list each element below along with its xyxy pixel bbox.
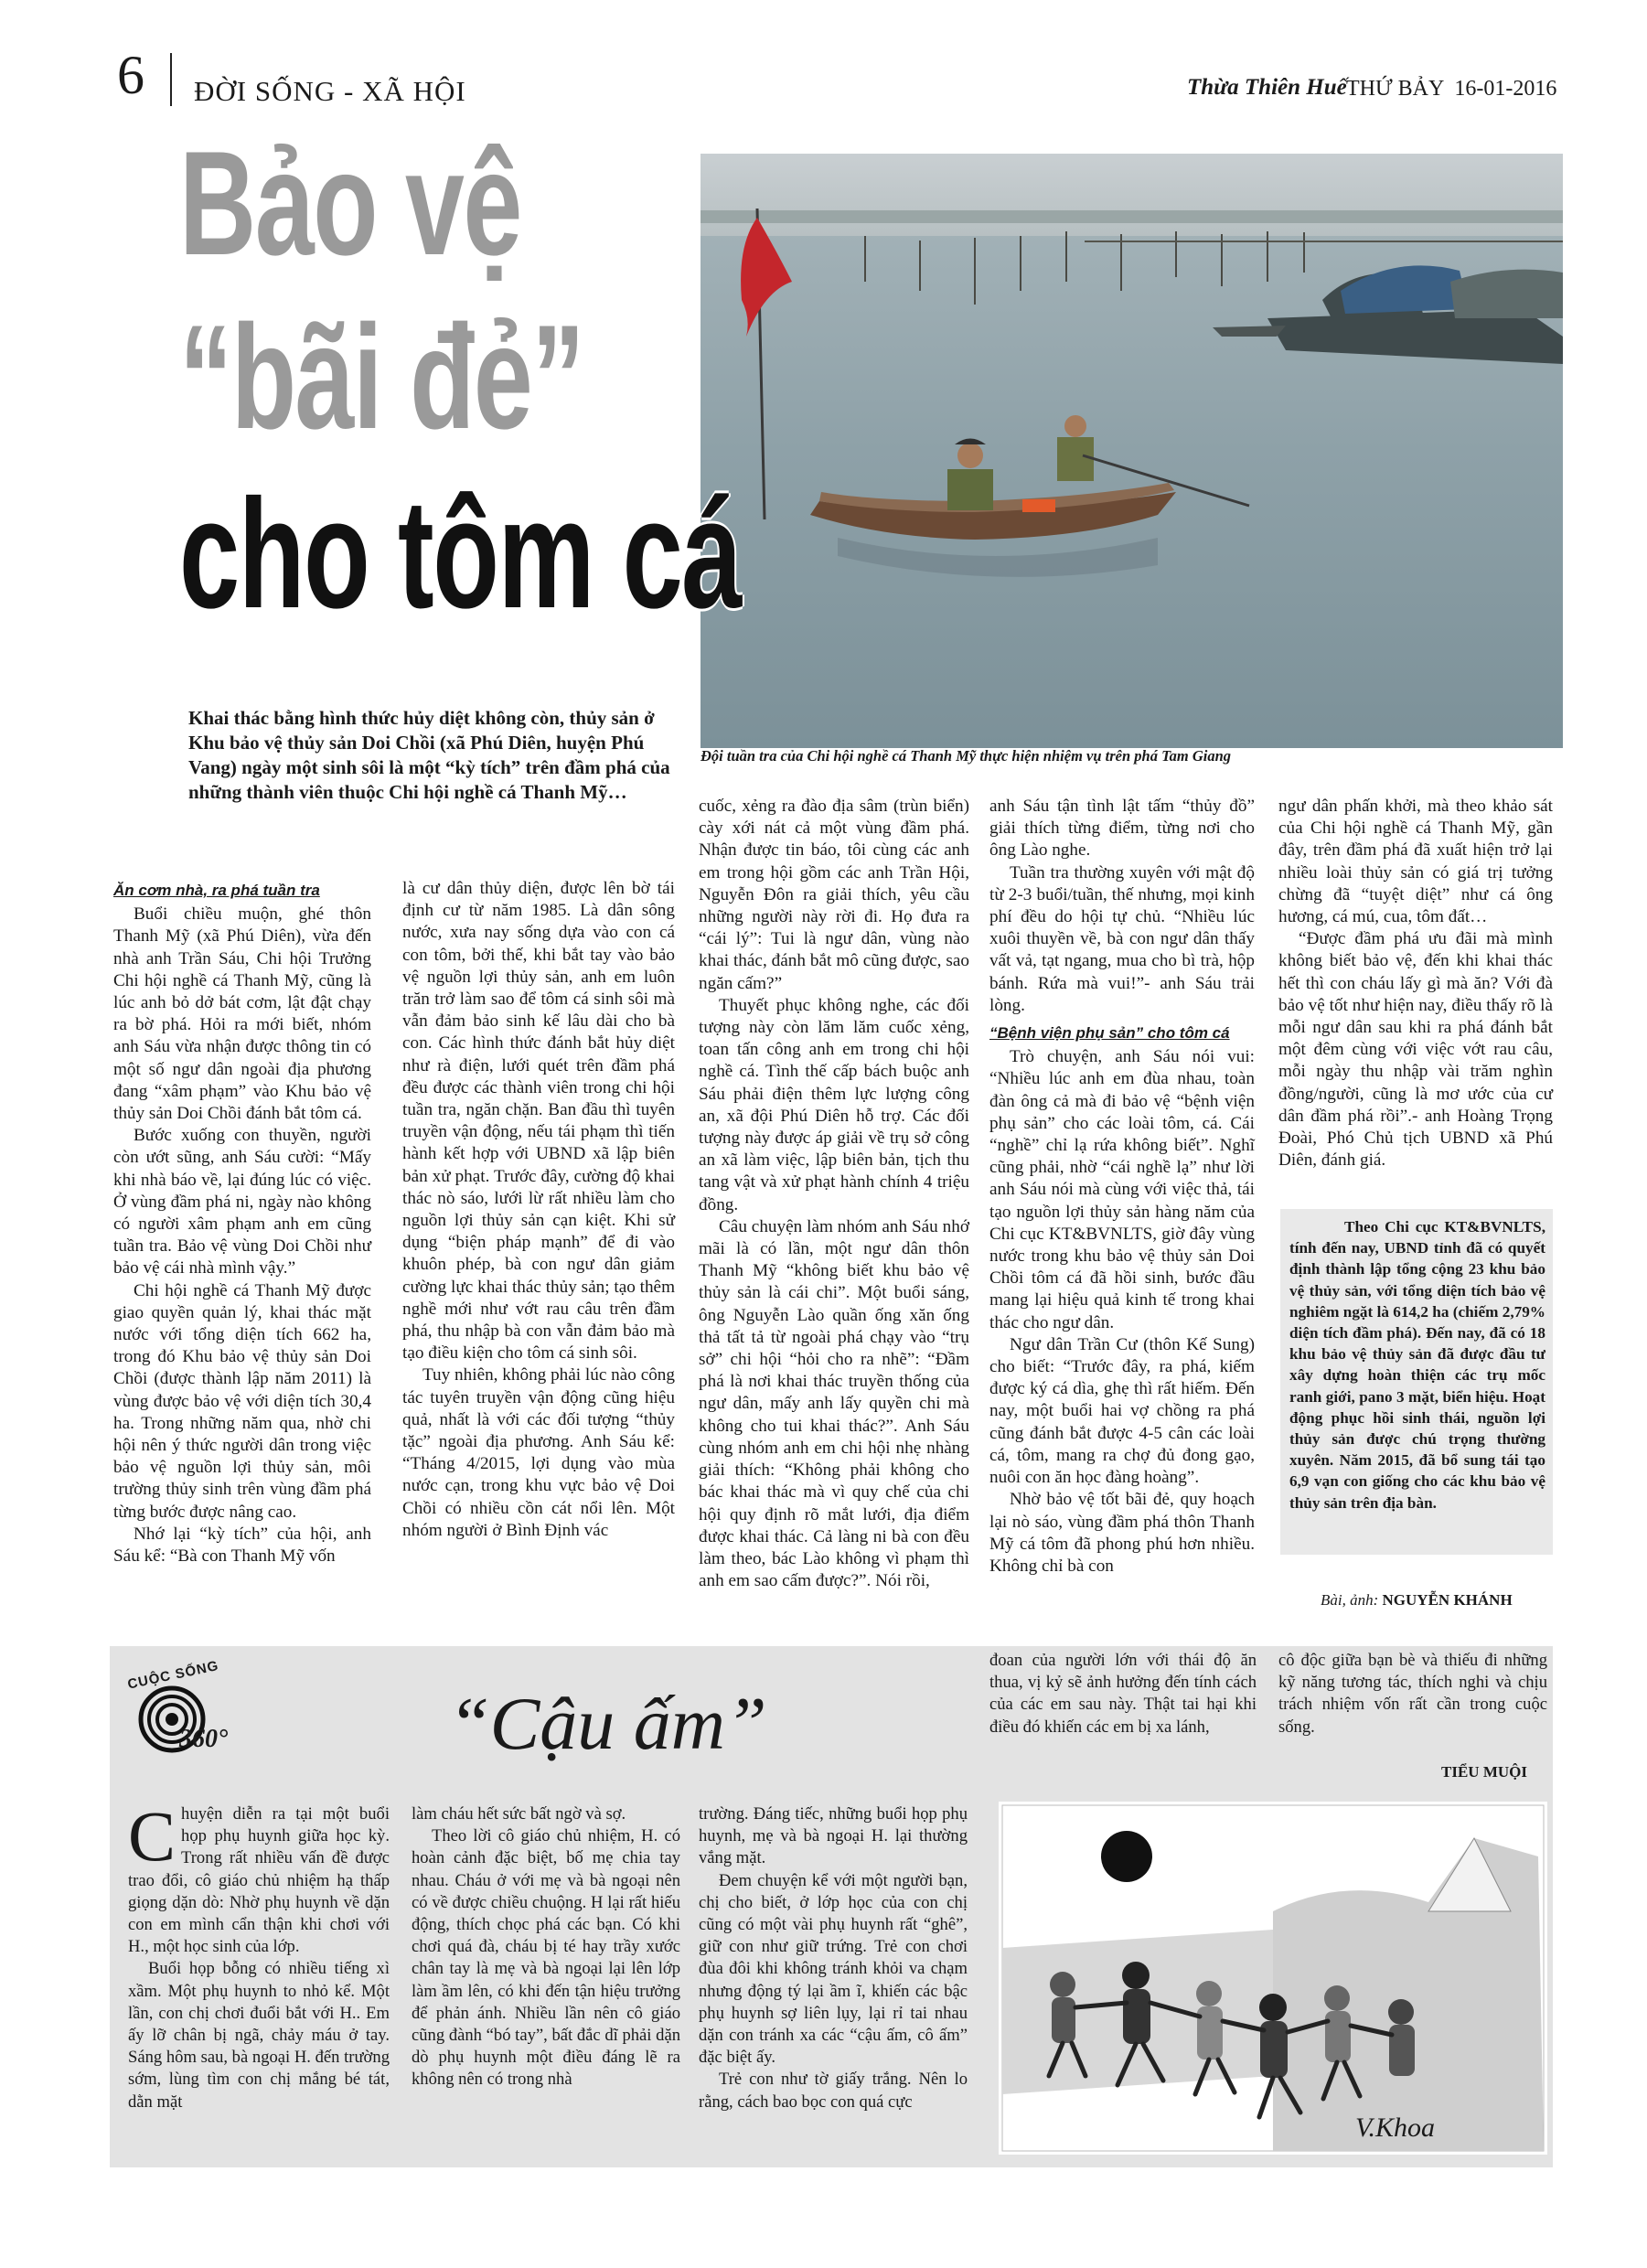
- article-column-4: [989, 796, 1255, 1578]
- paragraph: Buổi họp bỗng có nhiều tiếng xì xầm. Một phụ huynh to nhỏ kể. Một lần, con chị chơi đuổi bắt với H.. Em ấy lỡ chân bị ngã, chảy máu ở tay. Sáng hôm sau, bà ngoại H. đến trường sớm, lùng tìm con chị mắng bé tát, dằn mặt: [128, 1959, 390, 2112]
- patrol-boat-photo: [701, 154, 1563, 748]
- paragraph: Ngư dân Trần Cư (thôn Kế Sung) cho biết: “Trước đây, ra phá, kiếm được ký cá dìa, ghẹ thì rất hiếm. Đến nay, một buổi hai vợ chồng ra phá cũng đánh bắt được 4-5 cân các loài cá, tôm, mang ra chợ đủ đong gạo, nuôi con ăn học đàng hoàng”.: [989, 1334, 1255, 1488]
- paragraph: Nhờ bảo vệ tốt bãi đẻ, quy hoạch lại nò sáo, vùng đầm phá thôn Thanh Mỹ cá tôm đã phong phú hơn nhiều. Không chỉ bà con: [989, 1490, 1255, 1576]
- paragraph: huyện diễn ra tại một buổi họp phụ huynh giữa học kỳ. Trong rất nhiều vấn đề được trao đổi, cô giáo chủ nhiệm hạ thấp giọng dặn dò: Nhờ phụ huynh về dặn con em mình cẩn thận khi chơi với H., một học sinh của lớp.: [128, 1804, 390, 1957]
- article-lead: Khai thác bằng hình thức hủy diệt không còn, thủy sản ở Khu bảo vệ thủy sản Doi Chồi (xã Phú Diên, huyện Phú Vang) ngày một sinh sôi là một “kỳ tích” trên đầm phá của những thành viên thuộc Chi hội nghề cá Thanh Mỹ…: [188, 707, 670, 803]
- paragraph: cuốc, xẻng ra đào địa sâm (trùn biển) cày xới nát cả một vùng đầm phá. Nhận được tin báo, tôi cùng các anh em trong hội gồm các anh Trần Hội, Nguyễn Đôn ra giải thích, yêu cầu những người này rời đi. Họ đưa ra “cái lý”: Tui là ngư dân, vùng nào khai thác, đánh bắt mô cũng được, sao ngăn cấm?”: [699, 797, 969, 993]
- column-title: “Cậu ấm”: [448, 1682, 767, 1765]
- column-text-2: [412, 1803, 680, 2091]
- logo-top-text: CUỘC SỐNG: [126, 1657, 220, 1693]
- paragraph: đoan của người lớn với thái độ ăn thua, vị kỷ sẽ ảnh hưởng đến tính cách của các em sau này. Thật tai hại khi điều đó khiến các em bị xa lánh,: [989, 1651, 1257, 1737]
- info-box-text: Theo Chi cục KT&BVNLTS, tính đến nay, UBND tỉnh đã có quyết định thành lập tổng cộng 23 khu bảo vệ thủy sản, với tổng diện tích bảo vệ nghiêm ngặt là 614,2 ha (chiếm 2,79% diện tích đầm phá). Đến nay, đã có 18 khu bảo vệ thủy sản đã được đầu tư xây dựng hoàn thiện các trụ mốc ranh giới, pano 3 mặt, biển hiệu. Hoạt động phục hồi sinh thái, nguồn lợi thủy sản được chú trọng thường xuyên. Năm 2015, đã bổ sung tái tạo 6,9 vạn con giống cho các khu bảo vệ thủy sản trên địa bàn.: [1289, 1218, 1545, 1512]
- column-text-4: [989, 1650, 1257, 1738]
- paragraph: Đem chuyện kể với một người bạn, chị cho biết, ở lớp học của con chị cũng có một vài phụ huynh rất “ghê”, giữ con như giữ trứng. Trẻ con chơi đùa đôi khi không tránh khỏi va chạm nhưng động tý lại ầm ĩ, khiến các bậc phụ huynh sợ liên lụy, lại rỉ tai nhau dặn con tránh xa các “cậu ấm, cô ấm” đặc biệt ấy.: [699, 1870, 968, 2068]
- paragraph: Theo lời cô giáo chủ nhiệm, H. có hoàn cảnh đặc biệt, bố mẹ chia tay nhau. Cháu ở với mẹ và bà ngoại nên có về được chiều chuộng. H lại rất hiếu động, thích chọc phá các bạn. Có khi chơi quá đà, cháu bị té hay trầy xước chân tay là mẹ và bà ngoại lại lên lớp làm ầm lên, có khi đến tận hiệu trưởng để phản ánh. Nhiều lần nên cô giáo cũng đành “bó tay”, bất đắc dĩ phải dặn dò phụ huynh một điều đáng lẽ ra không nên có trong nhà: [412, 1826, 680, 2090]
- issue-date: THỨ BẢY 16-01-2016: [1346, 77, 1557, 101]
- section-title: ĐỜI SỐNG - XÃ HỘI: [194, 75, 466, 107]
- title-line-2: “bãi đẻ”: [179, 294, 584, 460]
- children-playing-drawing: [999, 1802, 1547, 2155]
- illustration-signature: V.Khoa: [1355, 2113, 1435, 2143]
- article-column-2: [402, 878, 675, 1542]
- column-author: TIỂU MUỘI: [1441, 1763, 1527, 1781]
- byline: [1321, 1591, 1513, 1610]
- drop-cap: C: [128, 1796, 176, 1876]
- paragraph: Câu chuyện làm nhóm anh Sáu nhớ mãi là có lần, một ngư dân thôn Thanh Mỹ “không biết khu bảo vệ thủy sản là cái chi”. Một buổi sáng, ông Nguyễn Lào quần ống xăn ống thả tất tả từ ngoài phá chạy vào “trụ sở” chi hội “hỏi cho ra nhẽ”: “Đầm phá là nơi khai thác truyền thống của ngư dân, mấy anh lấy quyền chi mà không cho tui khai thác?”. Anh Sáu cùng nhóm anh em chi hội nhẹ nhàng giải thích: “Không phải không cho bác khai thác mà vì quy chế của chi hội quy định rõ mắt lưới, địa điểm được khai thác. Cả làng ni bà con đều làm theo, bác Lào không vì phạm thì anh em sao cấm được?”. Nói rồi,: [699, 1216, 969, 1591]
- paragraph: cô độc giữa bạn bè và thiếu đi những kỹ năng tương tác, thích nghi và chịu trách nhiệm vốn rất cần trong cuộc sống.: [1278, 1651, 1547, 1737]
- article-column-1: [113, 878, 371, 1567]
- logo-number: 360°: [179, 1725, 229, 1753]
- article-column-5: [1278, 796, 1553, 1171]
- paragraph: Tuy nhiên, không phải lúc nào công tác tuyên truyền vận động cũng hiệu quả, nhất là với các đối tượng “thủy tặc” ngoài địa phương. Anh Sáu kể: “Tháng 4/2015, lợi dụng vào mùa nước cạn, trong khu vực bảo vệ Doi Chồi có nhiều cồn cát nổi lên. Một nhóm người ở Bình Định vác: [402, 1365, 675, 1540]
- article-column-3: [699, 796, 969, 1592]
- subhead-1: Ăn cơm nhà, ra phá tuần tra: [113, 882, 320, 899]
- paragraph: là cư dân thủy diện, được lên bờ tái định cư từ năm 1985. Là dân sông nước, xưa nay sống dựa vào con cá con tôm, bởi thế, khi bắt tay vào bảo vệ nguồn lợi thủy sản, anh em luôn trăn trở làm sao để tôm cá sinh sôi mà vẫn đảm bảo sinh kế lâu dài cho bà con. Các hình thức đánh bắt hủy diệt như rà điện, lưới quét trên đầm phá đều được các thành viên trong chi hội tuần tra, ngăn chặn. Ban đầu thì tuyên truyền vận động, nếu tái phạm thì tiến hành kết hợp với UBND xã lập biên bản xử phạt. Trước đây, cường độ khai thác nò sáo, lưới lừ rất nhiều làm cho nguồn lợi thủy sản cạn kiệt. Khi sử dụng “biện pháp mạnh” để đi vào khuôn phép, bà con ngư dân giảm cường lực khai thác thủy sản; tạo thêm nghề mới như vớt rau câu trên đầm phá, thu nhập bà con vẫn đảm bảo mà tạo điều kiện cho tôm cá sinh sôi.: [402, 879, 675, 1364]
- paragraph: Nhớ lại “kỳ tích” của hội, anh Sáu kể: “Bà con Thanh Mỹ vốn: [113, 1524, 371, 1567]
- byline-name: NGUYỄN KHÁNH: [1382, 1591, 1513, 1609]
- column-text-1: [128, 1796, 390, 2113]
- paragraph: trường. Đáng tiếc, những buổi họp phụ huynh, mẹ và bà ngoại H. lại thường vắng mặt.: [699, 1804, 968, 1868]
- byline-prefix: Bài, ảnh:: [1321, 1591, 1379, 1609]
- title-line-3: cho tôm cá: [179, 467, 742, 641]
- paragraph: Buổi chiều muộn, ghé thôn Thanh Mỹ (xã Phú Diên), vừa đến nhà anh Trần Sáu, Chi hội Trưởng Chi hội nghề cá Thanh Mỹ, cũng là lúc anh bỏ dở bát cơm, lật đật chạy ra bờ phá. Hỏi ra mới biết, nhóm anh Sáu vừa nhận được thông tin có một số ngư dân ngoài địa phương đang “xâm phạm” vào Khu bảo vệ thủy sản Doi Chồi đánh bắt tôm cá.: [113, 904, 371, 1124]
- paragraph: Bước xuống con thuyền, người còn ướt sũng, anh Sáu cười: “Mấy khi nhà báo về, lại đúng lúc có việc. Ở vùng đầm phá ni, ngày nào không có người xâm phạm anh em cũng tuần tra. Bảo vệ vùng Doi Chồi như bảo vệ cái nhà mình vậy.”: [113, 1126, 371, 1278]
- paragraph: ngư dân phấn khởi, mà theo khảo sát của Chi hội nghề cá Thanh Mỹ, gần đây, trên đầm phá đã xuất hiện trở lại nhiều loài thủy sản có giá trị tưởng chừng đã “tuyệt diệt” như cá ông hương, cá mú, cua, tôm đất…: [1278, 797, 1553, 927]
- paragraph: Chi hội nghề cá Thanh Mỹ được giao quyền quản lý, khai thác mặt nước với tổng diện tích 662 ha, trong đó Khu bảo vệ thủy sản Doi Chồi (được thành lập năm 2011) là vùng được bảo vệ với diện tích 30,4 ha. Trong những năm qua, nhờ chi hội nên ý thức người dân trong việc bảo vệ nguồn lợi thủy sản, môi trường thủy sinh trên vùng đầm phá từng bước được nâng cao.: [113, 1280, 371, 1522]
- subhead-2: “Bệnh viện phụ sản” cho tôm cá: [989, 1024, 1230, 1043]
- paragraph: anh Sáu tận tình lật tấm “thủy đồ” giải thích từng điểm, từng nơi cho ông Lào nghe.: [989, 797, 1255, 861]
- header-divider: [170, 53, 172, 106]
- title-line-1: Bảo vệ: [179, 121, 521, 286]
- lagoon-scene-image: [701, 154, 1563, 748]
- paragraph: Trò chuyện, anh Sáu nói vui: “Nhiều lúc anh em đùa nhau, toàn đàn ông cả mà đi bảo vệ “bệnh viện phụ sản” cho các loài tôm, cá. Cái “nghề” chỉ lạ rứa không biết”. Nghĩ cũng phải, nhờ “cái nghề lạ” như lời anh Sáu nói mà cùng với việc thả, tái tạo nguồn lợi thủy sản hàng năm của Chi cục KT&BVNLTS, giờ đây vùng nước trong khu bảo vệ thủy sản Doi Chồi tôm cá đã hồi sinh, bước đầu mang lại hiệu quả kinh tế trong khai thác cho ngư dân.: [989, 1047, 1255, 1332]
- column-text-3: [699, 1803, 968, 2113]
- newspaper-brand: Thừa Thiên Huế: [1187, 75, 1347, 100]
- paragraph: Tuần tra thường xuyên với mật độ từ 2-3 buổi/tuần, thế nhưng, mọi kinh phí đều do hội tự chủ. “Nhiều lúc xuôi thuyền về, bà con ngư dân thấy vất vả, tạt ngang, mua cho bì trà, hộp bánh. Rứa mà vui!”- anh Sáu trải lòng.: [989, 862, 1255, 1015]
- paragraph: “Được đầm phá ưu đãi mà mình không biết bảo vệ, đến khi khai thác hết thì con cháu lấy gì mà ăn? Với đà bảo vệ tốt như hiện nay, điều thấy rõ là mỗi ngư dân sau khi ra phá đánh bắt một đêm cùng với việc vớt rau câu, mỗi ngày thu nhập vài trăm nghìn đồng/người, cũng là mơ ước của cư dân đầm phá rồi”.- anh Hoàng Trọng Đoài, Phó Chủ tịch UBND xã Phú Diên, đánh giá.: [1278, 929, 1553, 1171]
- column-text-5: [1278, 1650, 1547, 1738]
- paragraph: Thuyết phục không nghe, các đối tượng này còn lăm lăm cuốc xẻng, toan tấn công anh em trong chi hội nghề cá. Tình thế cấp bách buộc anh Sáu phải điện thêm lực lượng công an, xã đội Phú Diên hỗ trợ. Các đối tượng này được áp giải về trụ sở công an xã làm việc, lập biên bản, tịch thu tang vật và xử phạt hành chính 4 triệu đồng.: [699, 995, 969, 1214]
- paragraph: làm cháu hết sức bất ngờ và sợ.: [412, 1804, 626, 1824]
- paragraph: Trẻ con như tờ giấy trắng. Nên lo rằng, cách bao bọc con quá cực: [699, 2070, 968, 2112]
- page-number: 6: [117, 45, 144, 105]
- photo-caption: Đội tuần tra của Chi hội nghề cá Thanh Mỹ thực hiện nhiệm vụ trên phá Tam Giang: [701, 747, 1232, 765]
- children-illustration: [999, 1802, 1547, 2155]
